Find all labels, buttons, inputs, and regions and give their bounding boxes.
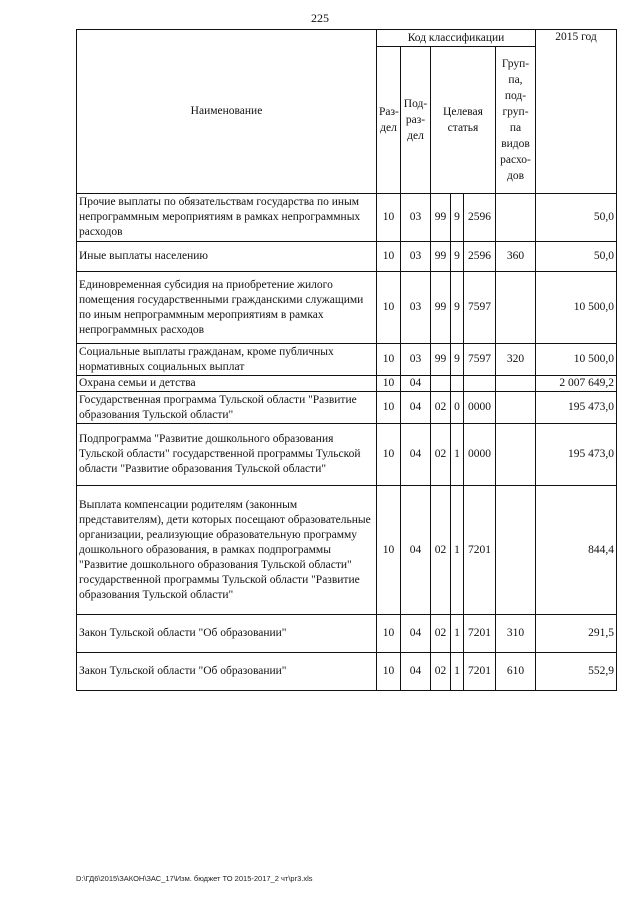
table-row	[77, 344, 617, 376]
row-subsection: 03	[401, 344, 431, 376]
row-target-code: 7597	[464, 344, 496, 376]
row-target-program: 99	[431, 272, 451, 344]
row-target-subprogram: 1	[451, 653, 464, 691]
row-name: Единовременная субсидия на приобретение жилого помещения государственными гражданскими служащими по иным непрограммным мероприятиям в рамках непрограммных расходов	[77, 272, 377, 344]
row-amount: 50,0	[536, 194, 617, 242]
row-target-code: 0000	[464, 392, 496, 424]
row-section: 10	[377, 424, 401, 486]
header-name: Наименование	[77, 30, 377, 194]
row-target-subprogram: 9	[451, 272, 464, 344]
row-section: 10	[377, 392, 401, 424]
row-target-program: 99	[431, 242, 451, 272]
row-target-program: 02	[431, 486, 451, 615]
row-name: Охрана семьи и детства	[77, 376, 377, 392]
row-subsection: 04	[401, 486, 431, 615]
row-amount: 10 500,0	[536, 272, 617, 344]
row-target-program: 02	[431, 615, 451, 653]
row-expense-group	[496, 424, 536, 486]
row-target-subprogram: 9	[451, 242, 464, 272]
row-name: Государственная программа Тульской области "Развитие образования Тульской области"	[77, 392, 377, 424]
row-expense-group	[496, 392, 536, 424]
row-name: Иные выплаты населению	[77, 242, 377, 272]
row-amount: 291,5	[536, 615, 617, 653]
row-target-code: 2596	[464, 242, 496, 272]
table-row	[77, 653, 617, 691]
row-subsection: 04	[401, 653, 431, 691]
row-target-program: 99	[431, 194, 451, 242]
table-row	[77, 424, 617, 486]
row-section: 10	[377, 242, 401, 272]
row-target-code: 2596	[464, 194, 496, 242]
row-name: Выплата компенсации родителям (законным представителям), дети которых посещают образовательные организации, реализующие образовательную программу дошкольного образования, в рамках подпрограммы "Развитие дошкольного образования Тульской области" государственной программы Тульской области "Развитие образования Тульской области"	[77, 486, 377, 615]
row-amount: 10 500,0	[536, 344, 617, 376]
row-target-code: 7201	[464, 653, 496, 691]
budget-table	[76, 29, 617, 691]
row-section: 10	[377, 615, 401, 653]
row-section: 10	[377, 486, 401, 615]
row-subsection: 04	[401, 392, 431, 424]
row-amount: 844,4	[536, 486, 617, 615]
row-expense-group: 310	[496, 615, 536, 653]
row-target-subprogram: 9	[451, 194, 464, 242]
row-amount: 50,0	[536, 242, 617, 272]
row-expense-group	[496, 376, 536, 392]
row-section: 10	[377, 376, 401, 392]
table-row	[77, 242, 617, 272]
row-subsection: 04	[401, 424, 431, 486]
row-section: 10	[377, 344, 401, 376]
row-target-code: 7597	[464, 272, 496, 344]
row-target-program: 02	[431, 392, 451, 424]
row-target-code: 7201	[464, 615, 496, 653]
header-section: Раз-дел	[377, 47, 401, 194]
row-section: 10	[377, 653, 401, 691]
row-target-subprogram: 1	[451, 615, 464, 653]
row-target-program: 99	[431, 344, 451, 376]
row-expense-group	[496, 272, 536, 344]
table-row	[77, 392, 617, 424]
row-target-subprogram	[451, 376, 464, 392]
row-expense-group: 320	[496, 344, 536, 376]
row-expense-group	[496, 194, 536, 242]
table-row	[77, 486, 617, 615]
table-row	[77, 376, 617, 392]
row-target-code: 7201	[464, 486, 496, 615]
row-amount: 195 473,0	[536, 392, 617, 424]
row-target-subprogram: 9	[451, 344, 464, 376]
header-year: 2015 год	[536, 30, 617, 194]
row-subsection: 03	[401, 242, 431, 272]
table-row	[77, 194, 617, 242]
row-expense-group	[496, 486, 536, 615]
row-target-subprogram: 0	[451, 392, 464, 424]
header-target: Целевая статья	[431, 47, 496, 194]
row-subsection: 04	[401, 615, 431, 653]
row-target-subprogram: 1	[451, 486, 464, 615]
table-row	[77, 272, 617, 344]
row-expense-group: 360	[496, 242, 536, 272]
row-amount: 195 473,0	[536, 424, 617, 486]
header-subsection: Под-раз-дел	[401, 47, 431, 194]
row-target-program	[431, 376, 451, 392]
row-target-program: 02	[431, 653, 451, 691]
row-expense-group: 610	[496, 653, 536, 691]
row-name: Закон Тульской области "Об образовании"	[77, 653, 377, 691]
table-row	[77, 615, 617, 653]
row-target-subprogram: 1	[451, 424, 464, 486]
row-name: Прочие выплаты по обязательствам государства по иным непрограммным мероприятиям в рамках непрограммных расходов	[77, 194, 377, 242]
header-classification: Код классификации	[377, 30, 536, 47]
row-target-program: 02	[431, 424, 451, 486]
row-amount: 552,9	[536, 653, 617, 691]
row-subsection: 04	[401, 376, 431, 392]
row-subsection: 03	[401, 194, 431, 242]
file-path-footer: D:\ГД6\2015\ЗАКОН\ЗАС_17\Изм. бюджет ТО 2015-2017_2 чт\pr3.xls	[76, 874, 313, 883]
row-subsection: 03	[401, 272, 431, 344]
row-amount: 2 007 649,2	[536, 376, 617, 392]
row-target-code	[464, 376, 496, 392]
row-name: Социальные выплаты гражданам, кроме публичных нормативных социальных выплат	[77, 344, 377, 376]
row-target-code: 0000	[464, 424, 496, 486]
row-section: 10	[377, 272, 401, 344]
row-name: Подпрограмма "Развитие дошкольного образования Тульской области" государственной программы Тульской области "Развитие образования Тульской области"	[77, 424, 377, 486]
header-expense-group: Груп-па, под-груп-па видов расхо-дов	[496, 47, 536, 194]
page-number: 225	[311, 11, 329, 25]
row-name: Закон Тульской области "Об образовании"	[77, 615, 377, 653]
row-section: 10	[377, 194, 401, 242]
